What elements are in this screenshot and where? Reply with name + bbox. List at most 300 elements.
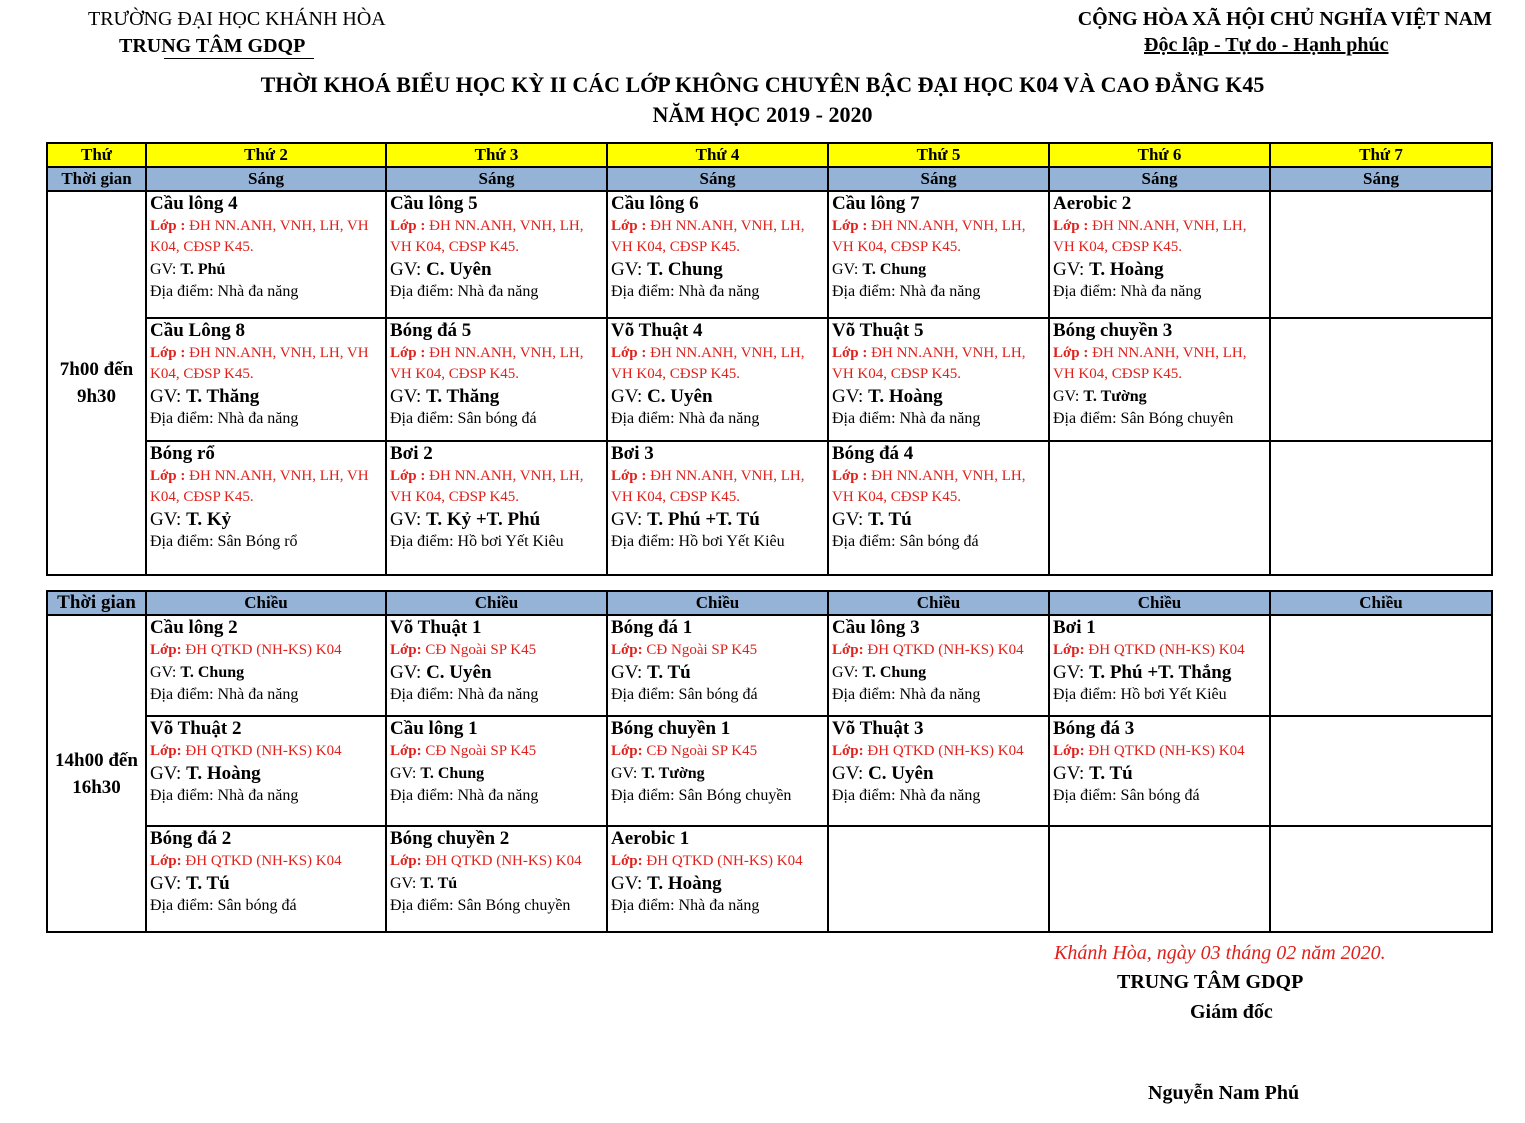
teacher-label: GV: xyxy=(150,664,177,681)
teacher-label: GV: xyxy=(611,662,643,683)
class-cell xyxy=(1049,615,1270,716)
days-header-row xyxy=(47,143,1492,167)
class-group xyxy=(829,640,1048,661)
course-name: Cầu lông 5 xyxy=(390,193,478,214)
class-group-value: ĐH NN.ANH, VNH, LH, VH K04, CĐSP K45. xyxy=(611,345,805,382)
session-label: Chiều xyxy=(386,591,607,615)
location-label: Địa điểm: xyxy=(390,533,454,550)
course-name: Bóng đá 3 xyxy=(1053,718,1135,739)
class-group-label: Lớp: xyxy=(390,642,422,658)
class-group xyxy=(829,216,1048,258)
class-group-label: Lớp : xyxy=(611,468,647,484)
class-cell xyxy=(828,318,1049,441)
teacher-name: T. Tú xyxy=(186,873,230,894)
location-value: Hồ bơi Yết Kiêu xyxy=(457,533,564,550)
class-group-label: Lớp: xyxy=(611,743,643,759)
course-name: Cầu lông 7 xyxy=(832,193,920,214)
teacher-label: GV: xyxy=(390,509,422,530)
class-cell xyxy=(607,826,828,932)
location xyxy=(387,409,606,429)
location-value: Sân bóng đá xyxy=(678,686,758,703)
location-value: Nhà đa năng xyxy=(217,787,299,804)
class-group xyxy=(608,741,827,762)
class-group-value: ĐH NN.ANH, VNH, LH, VH K04, CĐSP K45. xyxy=(611,468,805,505)
day-header: Thứ 2 xyxy=(146,143,386,167)
country-name: CỘNG HÒA XÃ HỘI CHỦ NGHĨA VIỆT NAM xyxy=(1077,8,1492,30)
location-value: Nhà đa năng xyxy=(678,897,760,914)
teacher xyxy=(147,385,385,409)
center-name xyxy=(119,35,305,58)
course-name: Võ Thuật 4 xyxy=(611,320,703,341)
teacher-label: GV: xyxy=(150,261,177,278)
teacher-name: T. Phú xyxy=(180,261,226,278)
location-value: Nhà đa năng xyxy=(457,283,539,300)
class-group-value: CĐ Ngoài SP K45 xyxy=(425,743,537,759)
class-cell xyxy=(607,318,828,441)
class-cell xyxy=(386,191,607,318)
location xyxy=(1050,786,1269,806)
class-group-label: Lớp : xyxy=(1053,218,1089,234)
class-group-label: Lớp: xyxy=(390,853,422,869)
time-label: Thời gian xyxy=(47,591,146,615)
center-underline xyxy=(164,58,314,59)
location xyxy=(387,685,606,705)
location-label: Địa điểm: xyxy=(1053,686,1117,703)
session-label: Sáng xyxy=(146,167,386,191)
class-group xyxy=(829,343,1048,385)
class-group xyxy=(1050,216,1269,258)
teacher-label: GV: xyxy=(611,765,638,782)
teacher-label: GV: xyxy=(611,873,643,894)
teacher-label: GV: xyxy=(1053,763,1085,784)
class-cell xyxy=(386,826,607,932)
teacher xyxy=(608,258,827,282)
teacher-name: T. Tú xyxy=(868,509,912,530)
class-group xyxy=(608,640,827,661)
afternoon-session-row xyxy=(47,591,1492,615)
location-label: Địa điểm: xyxy=(611,410,675,427)
teacher-label: GV: xyxy=(1053,662,1085,683)
schedule-row xyxy=(47,191,1492,318)
class-cell xyxy=(146,716,386,826)
location-label: Địa điểm: xyxy=(150,686,214,703)
teacher-name: T. Thăng xyxy=(186,386,260,407)
class-group-value: ĐH NN.ANH, VNH, LH, VH K04, CĐSP K45. xyxy=(150,218,369,255)
signature-org: TRUNG TÂM GDQP xyxy=(1117,971,1304,993)
class-group-value: CĐ Ngoài SP K45 xyxy=(425,642,537,658)
time-label: Thời gian xyxy=(47,167,146,191)
course-name: Võ Thuật 1 xyxy=(390,617,482,638)
location xyxy=(387,786,606,806)
teacher xyxy=(1050,661,1269,685)
class-group-value: ĐH NN.ANH, VNH, LH, VH K04, CĐSP K45. xyxy=(832,468,1026,505)
location-value: Nhà đa năng xyxy=(457,686,539,703)
teacher-label: GV: xyxy=(1053,388,1080,405)
class-group-label: Lớp: xyxy=(611,853,643,869)
teacher xyxy=(387,872,606,896)
location-label: Địa điểm: xyxy=(611,897,675,914)
teacher-name: T. Thăng xyxy=(426,386,500,407)
location-label: Địa điểm: xyxy=(390,897,454,914)
location-label: Địa điểm: xyxy=(390,410,454,427)
location-label: Địa điểm: xyxy=(390,283,454,300)
day-header: Thứ 5 xyxy=(828,143,1049,167)
class-group-value: ĐH QTKD (NH-KS) K04 xyxy=(185,853,342,869)
class-group-value: ĐH NN.ANH, VNH, LH, VH K04, CĐSP K45. xyxy=(390,345,584,382)
class-group-value: ĐH QTKD (NH-KS) K04 xyxy=(867,743,1024,759)
course-name: Võ Thuật 3 xyxy=(832,718,924,739)
teacher-name: T. Phú +T. Thắng xyxy=(1089,662,1232,683)
class-group-label: Lớp: xyxy=(1053,743,1085,759)
class-cell xyxy=(386,318,607,441)
location-value: Nhà đa năng xyxy=(899,787,981,804)
class-group-label: Lớp : xyxy=(611,218,647,234)
location-value: Sân bóng đá xyxy=(1120,787,1200,804)
class-cell xyxy=(607,441,828,575)
course-name: Bóng chuyền 1 xyxy=(611,718,731,739)
teacher-name: T. Chung xyxy=(180,664,245,681)
course-name: Bóng đá 4 xyxy=(832,443,914,464)
time-slot-text: 14h00 đến 16h30 xyxy=(55,749,138,798)
teacher xyxy=(608,872,827,896)
course-name: Cầu lông 2 xyxy=(150,617,238,638)
location xyxy=(1050,409,1269,429)
page-subtitle: NĂM HỌC 2019 - 2020 xyxy=(652,102,873,127)
class-group xyxy=(147,851,385,872)
teacher xyxy=(387,258,606,282)
schedule-row xyxy=(47,826,1492,932)
empty-cell xyxy=(1270,615,1492,716)
location xyxy=(387,896,606,916)
class-group-label: Lớp : xyxy=(832,468,868,484)
teacher-label: GV: xyxy=(611,386,643,407)
schedule-row xyxy=(47,441,1492,575)
location-value: Sân bóng đá xyxy=(457,410,537,427)
day-header: Thứ 6 xyxy=(1049,143,1270,167)
morning-schedule-table xyxy=(46,142,1493,576)
location-value: Hồ bơi Yết Kiêu xyxy=(1120,686,1227,703)
class-cell xyxy=(1049,716,1270,826)
course-name: Bóng rổ xyxy=(150,443,215,464)
location-label: Địa điểm: xyxy=(150,533,214,550)
session-label: Chiều xyxy=(146,591,386,615)
location-label: Địa điểm: xyxy=(150,897,214,914)
time-slot xyxy=(47,191,146,575)
location xyxy=(1050,685,1269,705)
schedule-row xyxy=(47,615,1492,716)
center-name-text: TRUNG TÂM GDQP xyxy=(119,35,306,57)
location-label: Địa điểm: xyxy=(1053,787,1117,804)
class-group-value: ĐH NN.ANH, VNH, LH, VH K04, CĐSP K45. xyxy=(832,218,1026,255)
class-group xyxy=(829,466,1048,508)
session-label: Sáng xyxy=(386,167,607,191)
teacher xyxy=(147,258,385,282)
teacher-label: GV: xyxy=(390,662,422,683)
location-label: Địa điểm: xyxy=(832,686,896,703)
class-group-value: ĐH QTKD (NH-KS) K04 xyxy=(185,743,342,759)
teacher-label: GV: xyxy=(832,261,859,278)
day-header: Thứ 3 xyxy=(386,143,607,167)
course-name: Aerobic 1 xyxy=(611,828,690,849)
location xyxy=(608,786,827,806)
teacher-label: GV: xyxy=(390,875,417,892)
class-group-label: Lớp: xyxy=(150,853,182,869)
afternoon-schedule-table xyxy=(46,590,1493,933)
location xyxy=(608,409,827,429)
teacher-name: T. Phú +T. Tú xyxy=(647,509,760,530)
teacher-label: GV: xyxy=(611,509,643,530)
class-group xyxy=(1050,741,1269,762)
teacher xyxy=(608,385,827,409)
teacher xyxy=(147,872,385,896)
class-group-label: Lớp: xyxy=(150,642,182,658)
location-label: Địa điểm: xyxy=(1053,283,1117,300)
class-cell xyxy=(828,191,1049,318)
location-label: Địa điểm: xyxy=(611,686,675,703)
location-label: Địa điểm: xyxy=(832,787,896,804)
course-name: Bơi 1 xyxy=(1053,617,1096,638)
location-value: Sân Bóng chuyền xyxy=(678,787,792,804)
time-slot-text: 7h00 đến 9h30 xyxy=(59,359,134,407)
location xyxy=(829,282,1048,302)
location-value: Nhà đa năng xyxy=(1120,283,1202,300)
teacher xyxy=(147,762,385,786)
empty-cell xyxy=(1270,191,1492,318)
location-value: Sân Bóng chuyên xyxy=(1120,410,1234,427)
teacher xyxy=(1050,385,1269,409)
class-group-label: Lớp: xyxy=(1053,642,1085,658)
session-label: Sáng xyxy=(1049,167,1270,191)
class-group-value: ĐH NN.ANH, VNH, LH, VH K04, CĐSP K45. xyxy=(832,345,1026,382)
teacher-name: C. Uyên xyxy=(868,763,934,784)
class-group xyxy=(387,640,606,661)
location-label: Địa điểm: xyxy=(611,533,675,550)
teacher-label: GV: xyxy=(832,664,859,681)
teacher xyxy=(387,508,606,532)
location-value: Nhà đa năng xyxy=(457,787,539,804)
location xyxy=(387,532,606,552)
teacher-label: GV: xyxy=(150,386,182,407)
teacher-name: T. Chung xyxy=(420,765,485,782)
course-name: Cầu lông 4 xyxy=(150,193,238,214)
course-name: Cầu Lông 8 xyxy=(150,320,246,341)
day-header: Thứ 7 xyxy=(1270,143,1492,167)
teacher xyxy=(829,385,1048,409)
teacher xyxy=(608,508,827,532)
class-group-value: ĐH QTKD (NH-KS) K04 xyxy=(867,642,1024,658)
class-group xyxy=(147,216,385,258)
class-group-label: Lớp: xyxy=(611,642,643,658)
location-value: Nhà đa năng xyxy=(217,283,299,300)
days-label: Thứ xyxy=(47,143,146,167)
teacher xyxy=(1050,762,1269,786)
teacher-name: T. Tú xyxy=(647,662,691,683)
teacher xyxy=(1050,258,1269,282)
location xyxy=(608,685,827,705)
teacher xyxy=(829,258,1048,282)
teacher xyxy=(387,385,606,409)
class-group xyxy=(387,851,606,872)
teacher-name: T. Tú xyxy=(1089,763,1133,784)
class-group xyxy=(387,343,606,385)
class-group-label: Lớp : xyxy=(150,468,186,484)
schedule-row xyxy=(47,318,1492,441)
location xyxy=(147,532,385,552)
location-label: Địa điểm: xyxy=(832,410,896,427)
class-group xyxy=(829,741,1048,762)
class-group xyxy=(387,741,606,762)
teacher-name: T. Tường xyxy=(641,765,705,782)
class-group-value: ĐH NN.ANH, VNH, LH, VH K04, CĐSP K45. xyxy=(611,218,805,255)
teacher xyxy=(829,661,1048,685)
motto: Độc lập - Tự do - Hạnh phúc xyxy=(1144,34,1389,56)
course-name: Cầu lông 6 xyxy=(611,193,699,214)
location xyxy=(829,786,1048,806)
course-name: Võ Thuật 2 xyxy=(150,718,242,739)
course-name: Bóng đá 2 xyxy=(150,828,232,849)
teacher xyxy=(387,661,606,685)
class-group-label: Lớp : xyxy=(832,345,868,361)
class-group-value: ĐH NN.ANH, VNH, LH, VH K04, CĐSP K45. xyxy=(150,468,369,505)
location-value: Nhà đa năng xyxy=(899,410,981,427)
teacher-name: C. Uyên xyxy=(647,386,713,407)
class-group xyxy=(1050,640,1269,661)
session-label: Sáng xyxy=(828,167,1049,191)
class-group-label: Lớp: xyxy=(832,743,864,759)
class-group-value: ĐH NN.ANH, VNH, LH, VH K04, CĐSP K45. xyxy=(390,218,584,255)
class-group-label: Lớp: xyxy=(832,642,864,658)
class-cell xyxy=(386,716,607,826)
class-group xyxy=(608,216,827,258)
location-label: Địa điểm: xyxy=(1053,410,1117,427)
session-label: Chiều xyxy=(1270,591,1492,615)
location-label: Địa điểm: xyxy=(150,787,214,804)
location xyxy=(147,282,385,302)
location-value: Nhà đa năng xyxy=(217,686,299,703)
class-group-label: Lớp : xyxy=(150,345,186,361)
class-cell xyxy=(386,441,607,575)
teacher xyxy=(387,762,606,786)
course-name: Cầu lông 3 xyxy=(832,617,920,638)
class-group-value: ĐH QTKD (NH-KS) K04 xyxy=(185,642,342,658)
session-label: Chiều xyxy=(1049,591,1270,615)
location-value: Nhà đa năng xyxy=(899,686,981,703)
class-group-value: ĐH QTKD (NH-KS) K04 xyxy=(1088,743,1245,759)
course-name: Bóng đá 5 xyxy=(390,320,472,341)
location-value: Nhà đa năng xyxy=(899,283,981,300)
session-label: Sáng xyxy=(607,167,828,191)
teacher-label: GV: xyxy=(150,763,182,784)
class-cell xyxy=(386,615,607,716)
course-name: Bơi 2 xyxy=(390,443,433,464)
location xyxy=(147,786,385,806)
time-slot xyxy=(47,615,146,932)
teacher-label: GV: xyxy=(832,763,864,784)
class-group xyxy=(387,466,606,508)
teacher-name: C. Uyên xyxy=(426,662,492,683)
teacher-label: GV: xyxy=(390,259,422,280)
location-value: Sân Bóng rổ xyxy=(217,533,298,550)
class-cell xyxy=(828,441,1049,575)
class-group xyxy=(147,741,385,762)
course-name: Bóng đá 1 xyxy=(611,617,693,638)
empty-cell xyxy=(1049,441,1270,575)
teacher-name: T. Hoàng xyxy=(1089,259,1164,280)
class-cell xyxy=(146,318,386,441)
teacher-label: GV: xyxy=(1053,259,1085,280)
location-value: Nhà đa năng xyxy=(678,410,760,427)
empty-cell xyxy=(1270,716,1492,826)
teacher-label: GV: xyxy=(390,386,422,407)
empty-cell xyxy=(1049,826,1270,932)
class-group xyxy=(387,216,606,258)
class-cell xyxy=(607,615,828,716)
schedule-row xyxy=(47,716,1492,826)
class-cell xyxy=(146,441,386,575)
class-group-value: ĐH NN.ANH, VNH, LH, VH K04, CĐSP K45. xyxy=(390,468,584,505)
location-label: Địa điểm: xyxy=(611,283,675,300)
teacher-label: GV: xyxy=(390,765,417,782)
location-value: Sân bóng đá xyxy=(217,897,297,914)
teacher xyxy=(829,762,1048,786)
class-group xyxy=(608,466,827,508)
session-label: Chiều xyxy=(607,591,828,615)
class-cell xyxy=(607,191,828,318)
location xyxy=(608,896,827,916)
class-group-value: ĐH QTKD (NH-KS) K04 xyxy=(646,853,803,869)
teacher xyxy=(147,661,385,685)
teacher-name: T. Hoàng xyxy=(186,763,261,784)
location xyxy=(608,282,827,302)
location xyxy=(147,896,385,916)
class-group-label: Lớp : xyxy=(150,218,186,234)
location xyxy=(608,532,827,552)
teacher-name: T. Chung xyxy=(862,664,927,681)
session-label: Chiều xyxy=(828,591,1049,615)
teacher-label: GV: xyxy=(832,509,864,530)
class-group-value: CĐ Ngoài SP K45 xyxy=(646,743,758,759)
location-label: Địa điểm: xyxy=(832,283,896,300)
location-label: Địa điểm: xyxy=(611,787,675,804)
class-group xyxy=(147,640,385,661)
teacher xyxy=(829,508,1048,532)
location-value: Nhà đa năng xyxy=(678,283,760,300)
teacher-label: GV: xyxy=(611,259,643,280)
class-cell xyxy=(828,716,1049,826)
teacher-name: T. Chung xyxy=(647,259,723,280)
class-group xyxy=(147,466,385,508)
class-group-value: ĐH NN.ANH, VNH, LH, VH K04, CĐSP K45. xyxy=(1053,345,1247,382)
class-group xyxy=(147,343,385,385)
class-group xyxy=(1050,343,1269,385)
teacher-name: T. Tú xyxy=(420,875,458,892)
teacher-name: T. Hoàng xyxy=(868,386,943,407)
class-group-label: Lớp : xyxy=(390,345,426,361)
class-group-label: Lớp: xyxy=(150,743,182,759)
teacher-name: T. Kỷ +T. Phú xyxy=(426,509,541,530)
teacher xyxy=(608,762,827,786)
empty-cell xyxy=(1270,826,1492,932)
class-cell xyxy=(1049,191,1270,318)
session-label: Sáng xyxy=(1270,167,1492,191)
class-group-label: Lớp : xyxy=(832,218,868,234)
location-value: Nhà đa năng xyxy=(217,410,299,427)
page-title: THỜI KHOÁ BIỂU HỌC KỲ II CÁC LỚP KHÔNG CHUYÊN BẬC ĐẠI HỌC K04 VÀ CAO ĐẲNG K45 xyxy=(260,72,1265,97)
class-group-value: ĐH QTKD (NH-KS) K04 xyxy=(425,853,582,869)
course-name: Bóng chuyền 2 xyxy=(390,828,510,849)
teacher-label: GV: xyxy=(832,386,864,407)
location xyxy=(147,409,385,429)
